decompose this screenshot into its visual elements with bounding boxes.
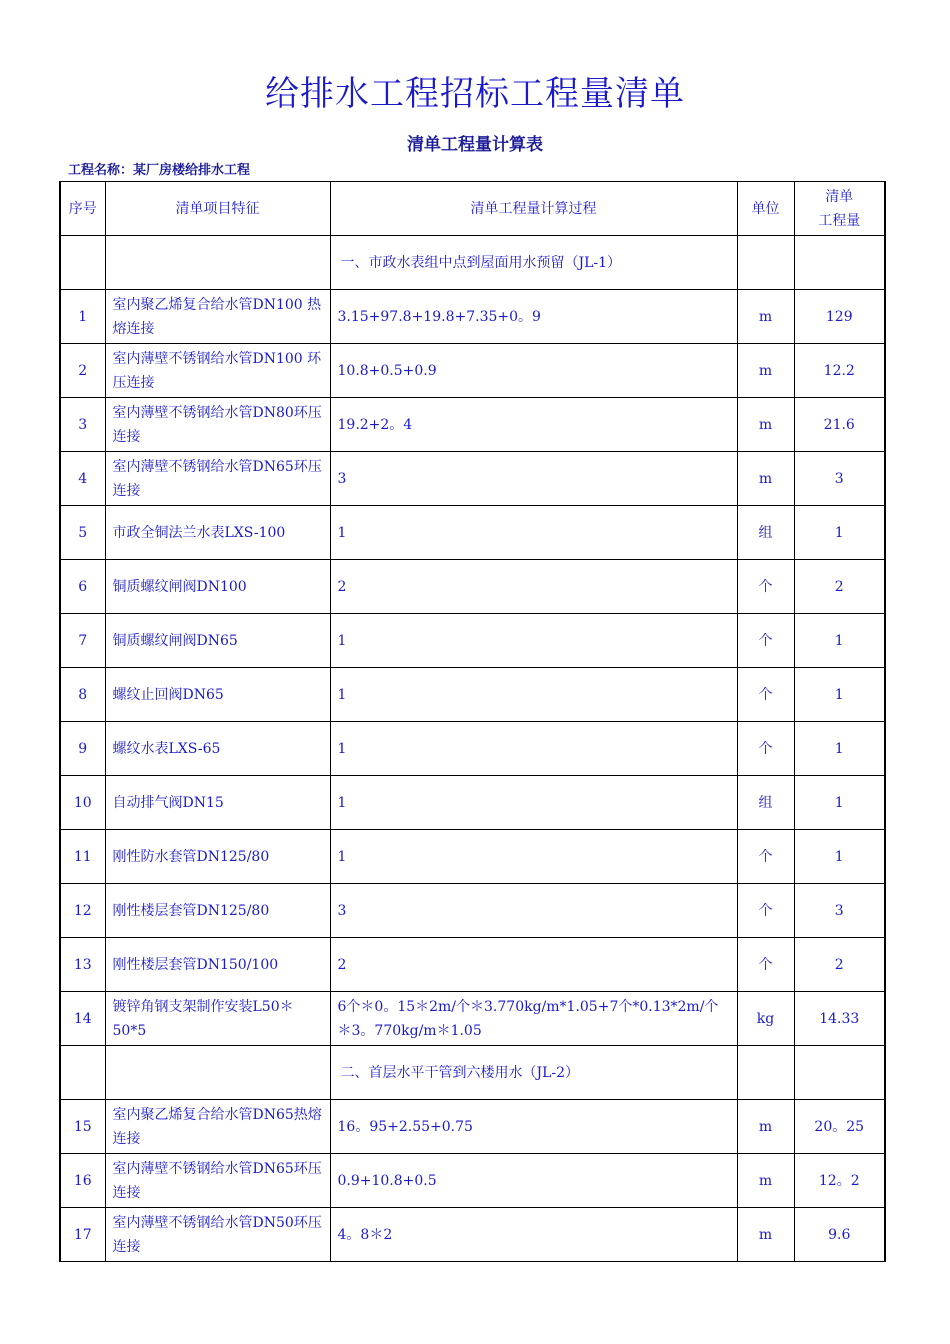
table-row [60,614,885,668]
row-process: 2 [330,938,737,992]
row-number: 10 [60,776,105,830]
row-quantity: 12。2 [794,1154,885,1208]
row-feature: 室内薄壁不锈钢给水管DN65环压连接 [105,1154,330,1208]
row-unit: 个 [737,614,794,668]
row-process: 1 [330,668,737,722]
header-qty: 清单 工程量 [794,182,885,236]
row-number: 11 [60,830,105,884]
row-feature: 刚性防水套管DN125/80 [105,830,330,884]
section-title: 一、市政水表组中点到屋面用水预留（JL-1） [330,236,737,290]
section-row [60,236,885,290]
table-row [60,938,885,992]
row-unit: m [737,398,794,452]
table-row [60,1208,885,1262]
row-process: 16。95+2.55+0.75 [330,1100,737,1154]
row-feature: 刚性楼层套管DN125/80 [105,884,330,938]
row-feature: 室内薄壁不锈钢给水管DN65环压连接 [105,452,330,506]
row-process: 0.9+10.8+0.5 [330,1154,737,1208]
row-quantity: 1 [794,506,885,560]
row-process: 1 [330,506,737,560]
row-unit: 个 [737,938,794,992]
header-feature: 清单项目特征 [105,182,330,236]
row-quantity: 1 [794,614,885,668]
row-quantity: 2 [794,560,885,614]
page-title: 给排水工程招标工程量清单 [265,74,685,114]
table-row [60,344,885,398]
row-feature: 刚性楼层套管DN150/100 [105,938,330,992]
table-row [60,398,885,452]
row-number: 3 [60,398,105,452]
row-unit: kg [737,992,794,1046]
row-number: 2 [60,344,105,398]
project-name: 工程名称：某厂房楼给排水工程 [68,163,251,178]
row-number: 6 [60,560,105,614]
row-feature: 铜质螺纹闸阀DN100 [105,560,330,614]
row-unit: 组 [737,776,794,830]
row-unit: m [737,1208,794,1262]
table-row [60,668,885,722]
row-process: 1 [330,722,737,776]
table-row [60,722,885,776]
section-feature-cell [105,236,330,290]
row-process: 4。8＊2 [330,1208,737,1262]
row-unit: m [737,344,794,398]
row-quantity: 1 [794,776,885,830]
row-process: 6个＊0。15＊2m/个＊3.770kg/m*1.05+7个*0.13*2m/个＊3。770kg/m＊1.05 [330,992,737,1046]
header-no: 序号 [60,182,105,236]
row-quantity: 20。25 [794,1100,885,1154]
row-process: 1 [330,776,737,830]
table-row [60,452,885,506]
row-quantity: 9.6 [794,1208,885,1262]
row-feature: 室内聚乙烯复合给水管DN65热熔连接 [105,1100,330,1154]
section-qty-cell [794,236,885,290]
row-process: 1 [330,830,737,884]
row-quantity: 1 [794,830,885,884]
row-quantity: 14.33 [794,992,885,1046]
row-feature: 市政全铜法兰水表LXS-100 [105,506,330,560]
table-row [60,992,885,1046]
section-qty-cell [794,1046,885,1100]
table-row [60,506,885,560]
row-quantity: 2 [794,938,885,992]
row-number: 5 [60,506,105,560]
row-unit: 组 [737,506,794,560]
row-feature: 室内薄壁不锈钢给水管DN50环压连接 [105,1208,330,1262]
table-row [60,884,885,938]
row-quantity: 3 [794,452,885,506]
page-subtitle: 清单工程量计算表 [407,135,543,155]
quantity-table [59,181,886,1262]
row-number: 15 [60,1100,105,1154]
row-feature: 螺纹水表LXS-65 [105,722,330,776]
row-process: 10.8+0.5+0.9 [330,344,737,398]
row-unit: 个 [737,722,794,776]
row-quantity: 1 [794,668,885,722]
table-row [60,290,885,344]
header-process: 清单工程量计算过程 [330,182,737,236]
row-unit: m [737,1100,794,1154]
row-process: 1 [330,614,737,668]
row-unit: 个 [737,830,794,884]
row-unit: 个 [737,668,794,722]
section-no-cell [60,236,105,290]
row-process: 3 [330,884,737,938]
section-row [60,1046,885,1100]
row-number: 4 [60,452,105,506]
row-process: 3.15+97.8+19.8+7.35+0。9 [330,290,737,344]
header-unit: 单位 [737,182,794,236]
row-feature: 室内薄壁不锈钢给水管DN80环压连接 [105,398,330,452]
row-quantity: 21.6 [794,398,885,452]
row-feature: 铜质螺纹闸阀DN65 [105,614,330,668]
table-row [60,560,885,614]
section-title: 二、首层水平干管到六楼用水（JL-2） [330,1046,737,1100]
row-feature: 室内聚乙烯复合给水管DN100 热熔连接 [105,290,330,344]
row-number: 1 [60,290,105,344]
row-feature: 室内薄壁不锈钢给水管DN100 环压连接 [105,344,330,398]
section-feature-cell [105,1046,330,1100]
row-number: 7 [60,614,105,668]
section-unit-cell [737,236,794,290]
row-quantity: 1 [794,722,885,776]
row-unit: m [737,1154,794,1208]
row-feature: 自动排气阀DN15 [105,776,330,830]
row-quantity: 12.2 [794,344,885,398]
table-body [60,236,885,1262]
row-number: 16 [60,1154,105,1208]
table-row [60,776,885,830]
table-header-row [60,182,885,236]
row-unit: 个 [737,560,794,614]
row-process: 2 [330,560,737,614]
row-number: 12 [60,884,105,938]
section-unit-cell [737,1046,794,1100]
section-no-cell [60,1046,105,1100]
row-unit: m [737,452,794,506]
row-number: 13 [60,938,105,992]
table-row [60,1100,885,1154]
row-process: 19.2+2。4 [330,398,737,452]
row-unit: m [737,290,794,344]
row-unit: 个 [737,884,794,938]
row-feature: 镀锌角钢支架制作安装L50＊50*5 [105,992,330,1046]
row-number: 8 [60,668,105,722]
row-quantity: 3 [794,884,885,938]
row-number: 9 [60,722,105,776]
row-feature: 螺纹止回阀DN65 [105,668,330,722]
row-process: 3 [330,452,737,506]
row-number: 14 [60,992,105,1046]
row-number: 17 [60,1208,105,1262]
table-row [60,1154,885,1208]
table-row [60,830,885,884]
row-quantity: 129 [794,290,885,344]
